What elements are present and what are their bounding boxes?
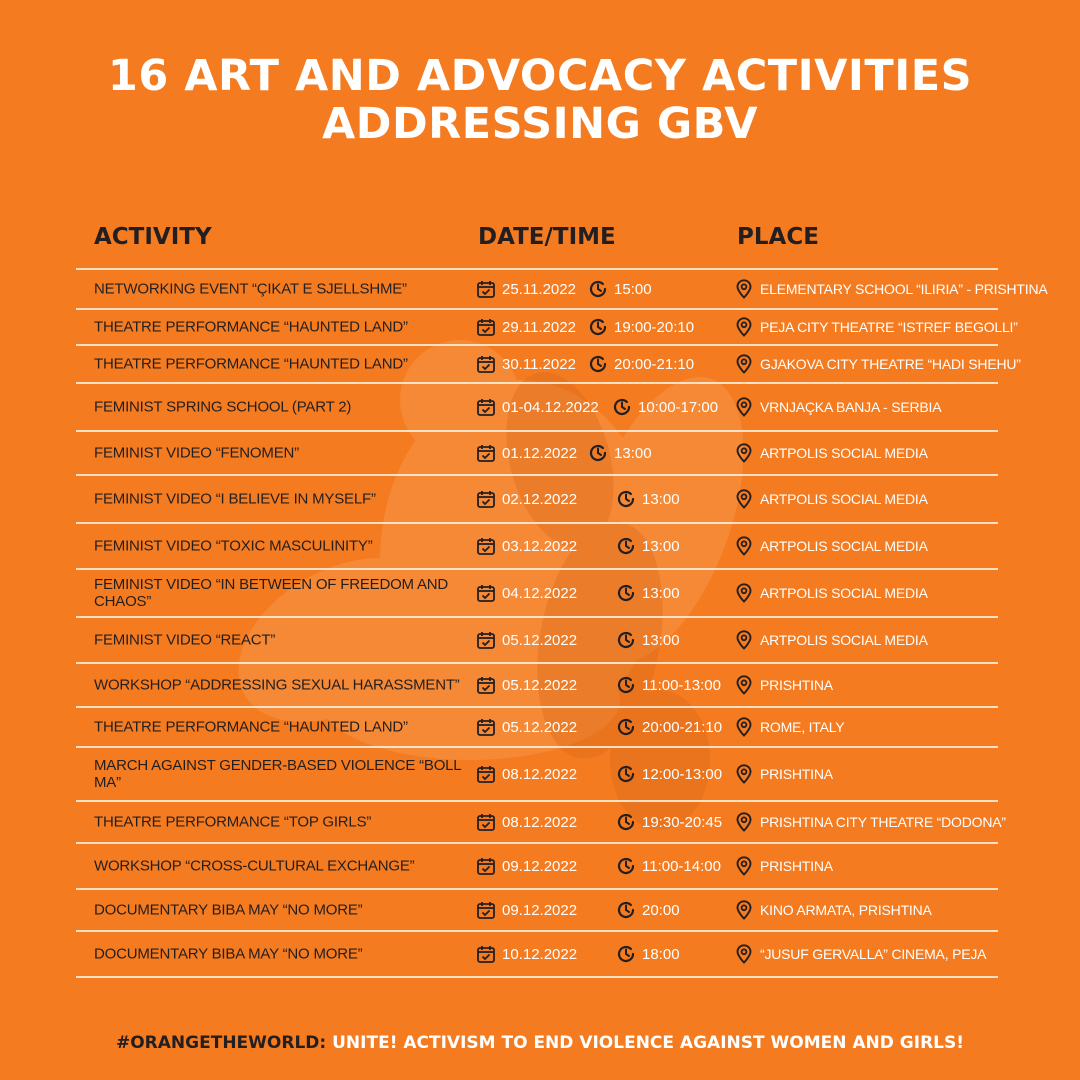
date-text: 01-04.12.2022 [502,398,599,416]
clock-icon [616,812,636,832]
time-group [616,856,721,876]
time-group [616,764,722,784]
date-text: 04.12.2022 [502,584,578,602]
table-row [76,430,998,474]
place-text: ELEMENTARY SCHOOL “ILIRIA” - PRISHTINA [760,281,1048,297]
datetime-cell [476,764,723,784]
place-text: KINO ARMATA, PRISHTINA [760,902,932,918]
place-text: PRISHTINA CITY THEATRE “DODONA” [760,814,1006,830]
place-cell [734,354,1021,374]
time-text: 13:00 [614,444,652,462]
activity-cell: FEMINIST VIDEO “TOXIC MASCULINITY” [94,537,373,555]
activity-cell: WORKSHOP “ADDRESSING SEXUAL HARASSMENT” [94,676,460,694]
header-place: PLACE [737,224,819,250]
datetime-cell [476,397,719,417]
title-line-2: ADDRESSING GBV [321,99,758,149]
calendar-check-icon [476,279,496,299]
time-text: 11:00-14:00 [642,857,721,875]
datetime-cell [476,856,721,876]
clock-icon [588,279,608,299]
place-cell [734,443,928,463]
calendar-check-icon [476,583,496,603]
place-text: ARTPOLIS SOCIAL MEDIA [760,585,928,601]
table-row [76,662,998,706]
time-group [616,675,721,695]
place-cell [734,717,844,737]
table-row [76,268,1048,308]
calendar-check-icon [476,630,496,650]
time-group [588,354,694,374]
datetime-cell [476,675,721,695]
activity-cell: THEATRE PERFORMANCE “HAUNTED LAND” [94,355,408,373]
calendar-check-icon [476,717,496,737]
map-pin-icon [734,944,754,964]
time-text: 19:30-20:45 [642,813,723,831]
clock-icon [588,317,608,337]
calendar-check-icon [476,856,496,876]
time-text: 19:00-20:10 [614,318,695,336]
place-text: ARTPOLIS SOCIAL MEDIA [760,445,928,461]
place-text: PRISHTINA [760,766,833,782]
place-cell [734,764,833,784]
place-text: ARTPOLIS SOCIAL MEDIA [760,632,928,648]
datetime-cell [476,717,723,737]
place-cell [734,630,928,650]
table-row [76,616,998,662]
activity-cell: THEATRE PERFORMANCE “HAUNTED LAND” [94,718,408,736]
clock-icon [616,717,636,737]
place-text: GJAKOVA CITY THEATRE “HADI SHEHU” [760,356,1021,372]
header-activity: ACTIVITY [94,224,212,250]
date-text: 02.12.2022 [502,490,578,508]
table-header [0,224,1080,256]
activity-cell: FEMINIST VIDEO “IN BETWEEN OF FREEDOM AND CHAOS” [94,576,449,610]
time-group [616,536,680,556]
activity-cell: DOCUMENTARY BIBA MAY “NO MORE” [94,945,363,963]
activity-cell: FEMINIST VIDEO “REACT” [94,631,276,649]
page-title [0,52,1080,148]
place-text: PRISHTINA [760,677,833,693]
time-group [616,583,680,603]
calendar-check-icon [476,317,496,337]
table-row [76,842,998,888]
map-pin-icon [734,764,754,784]
place-text: VRNJAÇKA BANJA - SERBIA [760,399,942,415]
map-pin-icon [734,536,754,556]
datetime-cell [476,900,680,920]
date-text: 08.12.2022 [502,765,578,783]
map-pin-icon [734,317,754,337]
place-cell [734,900,932,920]
calendar-check-icon [476,944,496,964]
datetime-cell [476,583,680,603]
datetime-cell [476,489,680,509]
time-group [616,812,722,832]
table-row [76,522,998,568]
place-cell [734,675,833,695]
clock-icon [616,764,636,784]
time-text: 13:00 [642,584,680,602]
time-group [616,900,680,920]
place-cell [734,317,1018,337]
place-text: PEJA CITY THEATRE “ISTREF BEGOLLI” [760,319,1018,335]
datetime-cell [476,536,680,556]
time-text: 13:00 [642,631,680,649]
date-text: 30.11.2022 [502,355,576,373]
time-group [588,443,652,463]
activity-cell: FEMINIST VIDEO “I BELIEVE IN MYSELF” [94,490,376,508]
clock-icon [588,354,608,374]
activity-cell: THEATRE PERFORMANCE “TOP GIRLS” [94,813,372,831]
calendar-check-icon [476,397,496,417]
datetime-cell [476,812,723,832]
date-text: 09.12.2022 [502,857,578,875]
map-pin-icon [734,354,754,374]
datetime-cell [476,630,680,650]
footer-hashtag: #ORANGETHEWORLD: [115,1033,327,1053]
time-text: 11:00-13:00 [642,676,721,694]
header-datetime: DATE/TIME [478,224,616,250]
clock-icon [616,675,636,695]
table-row [76,382,998,430]
time-text: 20:00-21:10 [614,355,695,373]
title-line-1: 16 ART AND ADVOCACY ACTIVITIES [107,51,973,101]
date-text: 08.12.2022 [502,813,578,831]
clock-icon [616,900,636,920]
place-text: ROME, ITALY [760,719,845,735]
clock-icon [616,489,636,509]
table-row [76,308,1018,344]
activity-cell: FEMINIST VIDEO “FENOMEN” [94,444,299,462]
date-text: 25.11.2022 [502,280,576,298]
time-group [616,717,722,737]
activity-cell: NETWORKING EVENT “ÇIKAT E SJELLSHME” [94,280,407,298]
date-text: 05.12.2022 [502,631,578,649]
activity-cell: DOCUMENTARY BIBA MAY “NO MORE” [94,901,363,919]
time-text: 13:00 [642,537,680,555]
time-group [588,279,652,299]
clock-icon [612,397,632,417]
date-text: 29.11.2022 [502,318,576,336]
date-text: 10.12.2022 [502,945,578,963]
clock-icon [588,443,608,463]
calendar-check-icon [476,354,496,374]
calendar-check-icon [476,536,496,556]
place-cell [734,536,928,556]
map-pin-icon [734,397,754,417]
table-row [76,568,998,616]
clock-icon [616,856,636,876]
place-text: ARTPOLIS SOCIAL MEDIA [760,491,928,507]
table-row [76,888,998,930]
place-cell [734,944,986,964]
time-group [616,630,680,650]
map-pin-icon [734,489,754,509]
clock-icon [616,583,636,603]
map-pin-icon [734,900,754,920]
calendar-check-icon [476,443,496,463]
date-text: 05.12.2022 [502,676,578,694]
map-pin-icon [734,675,754,695]
table-row [76,344,1021,382]
place-text: ARTPOLIS SOCIAL MEDIA [760,538,928,554]
clock-icon [616,944,636,964]
table-row [76,746,998,800]
clock-icon [616,536,636,556]
datetime-cell [476,944,680,964]
activities-table [76,268,1048,978]
time-group [616,489,680,509]
calendar-check-icon [476,900,496,920]
activity-cell: WORKSHOP “CROSS-CULTURAL EXCHANGE” [94,857,415,875]
place-text: “JUSUF GERVALLA” CINEMA, PEJA [760,946,987,962]
footer [0,1033,1080,1053]
map-pin-icon [734,583,754,603]
calendar-check-icon [476,812,496,832]
time-text: 15:00 [614,280,652,298]
map-pin-icon [734,717,754,737]
map-pin-icon [734,812,754,832]
place-cell [734,397,941,417]
place-cell [734,279,1048,299]
datetime-cell [476,317,695,337]
datetime-cell [476,443,652,463]
activity-cell: MARCH AGAINST GENDER-BASED VIOLENCE “BOLL MA” [94,757,461,791]
time-group [588,317,694,337]
time-group [612,397,718,417]
table-row [76,706,998,746]
date-text: 05.12.2022 [502,718,578,736]
date-text: 09.12.2022 [502,901,578,919]
time-text: 12:00-13:00 [642,765,723,783]
map-pin-icon [734,279,754,299]
place-text: PRISHTINA [760,858,833,874]
map-pin-icon [734,443,754,463]
place-cell [734,812,1006,832]
place-cell [734,489,928,509]
time-group [616,944,680,964]
place-cell [734,856,833,876]
datetime-cell [476,354,695,374]
time-text: 18:00 [642,945,680,963]
table-row [76,800,1006,842]
time-text: 10:00-17:00 [638,398,719,416]
calendar-check-icon [476,764,496,784]
date-text: 01.12.2022 [502,444,578,462]
place-cell [734,583,928,603]
table-row [76,474,998,522]
activity-cell: THEATRE PERFORMANCE “HAUNTED LAND” [94,318,408,336]
date-text: 03.12.2022 [502,537,578,555]
clock-icon [616,630,636,650]
time-text: 20:00-21:10 [642,718,723,736]
footer-message: UNITE! ACTIVISM TO END VIOLENCE AGAINST WOMEN AND GIRLS! [332,1033,964,1053]
map-pin-icon [734,856,754,876]
time-text: 20:00 [642,901,680,919]
table-row [76,930,998,978]
datetime-cell [476,279,652,299]
calendar-check-icon [476,489,496,509]
time-text: 13:00 [642,490,680,508]
map-pin-icon [734,630,754,650]
activity-cell: FEMINIST SPRING SCHOOL (PART 2) [94,398,352,416]
calendar-check-icon [476,675,496,695]
